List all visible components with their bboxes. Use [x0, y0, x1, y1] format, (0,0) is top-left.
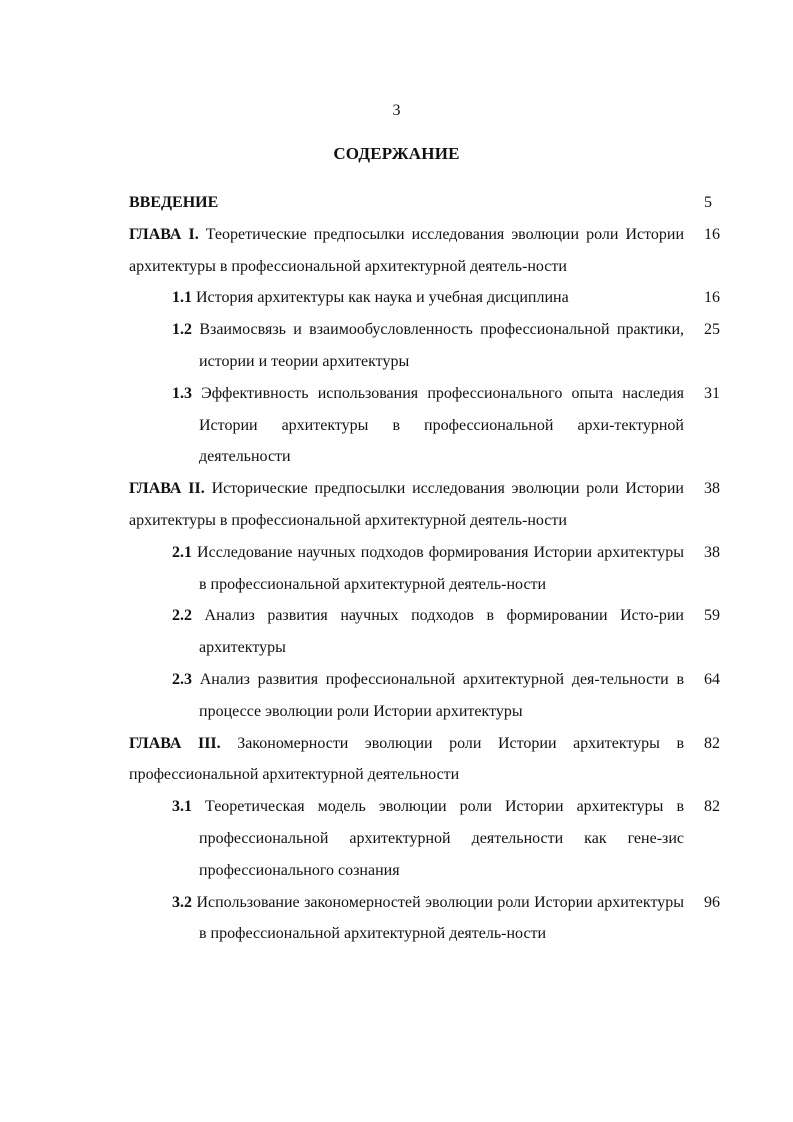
toc-entry-text: Исторические предпосылки исследования эволюции роли Истории архитектуры в профессиональной архитектурной деятель-ности: [129, 480, 684, 529]
toc-title: СОДЕРЖАНИЕ: [333, 144, 460, 163]
toc-entry-text: Анализ развития научных подходов в формировании Исто-рии архитектуры: [192, 607, 684, 657]
toc-entry-section-3-2[interactable]: [0, 887, 793, 951]
toc-entry-chapter-2[interactable]: [0, 473, 793, 537]
toc-entry-label: ГЛАВА III.: [129, 734, 221, 752]
toc-entry-section-2-1[interactable]: [0, 537, 793, 601]
toc-entry-label: 1.1: [172, 289, 192, 307]
toc-entry-label: 3.2: [172, 893, 192, 911]
toc-entry-page: 16: [704, 289, 720, 307]
toc-entry-page: 64: [704, 670, 720, 688]
toc-entry-section-2-2[interactable]: [0, 600, 793, 664]
toc-entry-text: Эффективность использования профессионального опыта наследия Истории архитектуры в профессиональной архи-тектурной деятельности: [192, 384, 684, 466]
toc-entry-label: 2.3: [172, 670, 192, 688]
toc-entry-label: 1.3: [172, 384, 192, 402]
toc-entry-page: 96: [704, 893, 720, 911]
toc-entry-chapter-3[interactable]: [0, 728, 793, 792]
toc-entry-section-3-1[interactable]: [0, 791, 793, 886]
toc-entry-label: ГЛАВА I.: [129, 225, 199, 243]
toc-entry-page: 82: [704, 798, 720, 816]
toc-entry-page: 59: [704, 607, 720, 625]
toc-entry-text: Закономерности эволюции роли Истории архитектуры в профессиональной архитектурной деятельности: [129, 734, 685, 784]
toc-entry-text: Исследование научных подходов формирования Истории архитектуры в профессиональной архитектурной деятель-ности: [192, 543, 684, 593]
toc-entry-label: ВВЕДЕНИЕ: [129, 194, 219, 211]
toc-entry-page: 31: [704, 384, 720, 402]
toc-entry-label: 3.1: [172, 798, 192, 816]
toc-entry-label: ГЛАВА II.: [129, 480, 205, 498]
table-of-contents: [0, 187, 793, 950]
toc-entry-text: Теоретические предпосылки исследования эволюции роли Истории архитектуры в профессиональной архитектурной деятель-ности: [129, 225, 685, 275]
toc-entry-page: 38: [704, 480, 720, 498]
toc-entry-section-1-2[interactable]: [0, 314, 793, 378]
toc-entry-page: 25: [704, 321, 720, 339]
toc-entry-text: История архитектуры как наука и учебная дисциплина: [192, 289, 569, 307]
toc-entry-text: Взаимосвязь и взаимообусловленность профессиональной практики, истории и теории архитектуры: [192, 321, 684, 370]
toc-entry-page: 82: [704, 734, 720, 752]
toc-entry-section-1-3[interactable]: [0, 378, 793, 473]
toc-entry-introduction[interactable]: [0, 187, 793, 219]
page-number: 3: [392, 102, 401, 119]
toc-entry-section-1-1[interactable]: [0, 282, 793, 314]
toc-entry-label: 1.2: [172, 321, 192, 339]
toc-entry-text: Использование закономерностей эволюции роли Истории архитектуры в профессиональной архитектурной деятель-ности: [192, 893, 684, 943]
toc-entry-page: 16: [704, 225, 720, 243]
toc-entry-section-2-3[interactable]: [0, 664, 793, 728]
toc-entry-text: Теоретическая модель эволюции роли Истории архитектуры в профессиональной архитектурной деятельности как гене-зис профессионального сознания: [192, 798, 684, 879]
toc-entry-text: Анализ развития профессиональной архитектурной дея-тельности в процессе эволюции роли Истории архитектуры: [192, 670, 684, 720]
toc-entry-label: 2.2: [172, 607, 192, 625]
toc-entry-label: 2.1: [172, 543, 192, 561]
toc-entry-page: 38: [704, 543, 720, 561]
toc-entry-chapter-1[interactable]: [0, 219, 793, 283]
toc-entry-page: 5: [704, 194, 712, 211]
